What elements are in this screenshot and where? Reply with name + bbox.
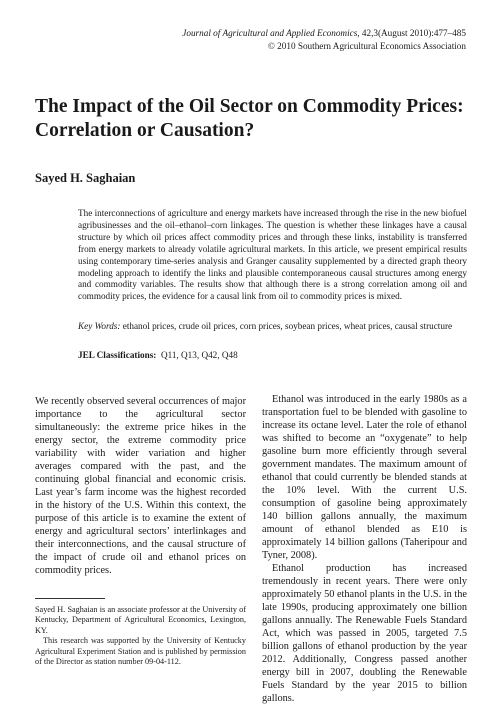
body-paragraph: Ethanol production has increased tremendously in recent years. There were only approximately 50 ethanol plants in the U.S. in the late 1990s, producing approximately one billion gallons annually. The Renewable Fuels Standard Act, which was passed in 2005, targeted 7.5 billion gallons of ethanol production by the year 2012. Additionally, Congress passed another energy bill in 2007, doubling the Renewable Fuels Standard by the year 2015 to billion gallons. [262, 563, 467, 704]
body-paragraph: Ethanol was introduced in the early 1980s as a transportation fuel to be blended with gasoline to increase its octane level. Later the role of ethanol was shifted to become an “oxygenate” to help gasoline burn more efficiently through several government mandates. The maximum amount of ethanol that could currently be blended stands at the 10% level. With the current U.S. consumption of gasoline being approximately 140 billion gallons annually, the maximum amount of ethanol blended as E10 is approximately 14 billion gallons (Taheripour and Tyner, 2008). [262, 394, 467, 561]
keywords-text: ethanol prices, crude oil prices, corn prices, soybean prices, wheat prices, causal structure [120, 321, 453, 331]
author-name: Sayed H. Saghaian [35, 171, 136, 185]
abstract: The interconnections of agriculture and energy markets have increased through the rise in the new biofuel agribusinesses and the oil–ethanol–corn linkages. The question is whether these linkages have a causal structure by which oil prices affect commodity prices and through these links, instability is transferred from energy markets to already volatile agricultural markets. In this article, we present empirical results using contemporary time-series analysis and Granger causality supplemented by a directed graph theory modeling approach to identify the links and plausible contemporaneous causal structures among energy and commodity variables. The results show that although there is a strong correlation among oil and commodity prices, the evidence for a causal link from oil to commodity prices is mixed. [78, 208, 467, 302]
copyright-line: © 2010 Southern Agricultural Economics Association [267, 40, 466, 51]
keywords-label: Key Words: [78, 321, 121, 331]
keywords [78, 321, 467, 333]
article-title: The Impact of the Oil Sector on Commodity Prices: Correlation or Causation? [35, 96, 464, 141]
jel-label: JEL Classifications: [78, 350, 157, 360]
footnotes [35, 605, 246, 667]
left-column [35, 395, 246, 577]
footnote-author-affiliation: Sayed H. Saghaian is an associate professor at the University of Kentucky, Department of Agricultural Economics, Lexington, KY. [35, 605, 246, 635]
journal-citation-line [182, 27, 466, 40]
journal-name: Journal of Agricultural and Applied Economics [182, 28, 358, 38]
journal-volume: , 42,3(August 2010):477–485 [357, 28, 466, 38]
jel-classifications [78, 350, 238, 360]
journal-header [182, 27, 466, 52]
footnote-divider [35, 598, 105, 599]
footnote-funding: This research was supported by the University of Kentucky Agricultural Experiment Station and is published by permission of the Director as station number 09-04-112. [35, 636, 246, 667]
jel-codes: Q11, Q13, Q42, Q48 [156, 350, 238, 360]
right-column [262, 393, 467, 705]
body-paragraph: We recently observed several occurrences of major importance to the agricultural sector simultaneously: the extreme price hikes in the energy sector, the extreme commodity price variability with wider variation and higher averages compared with the past, and the continuing global financial and economic crisis. Last year’s farm income was the highest recorded in the history of the U.S. Within this context, the purpose of this article is to examine the extent of energy and agricultural sectors’ interlinkages and their interconnections, and the causal structure of the impact of crude oil and ethanol prices on commodity prices. [35, 396, 246, 576]
